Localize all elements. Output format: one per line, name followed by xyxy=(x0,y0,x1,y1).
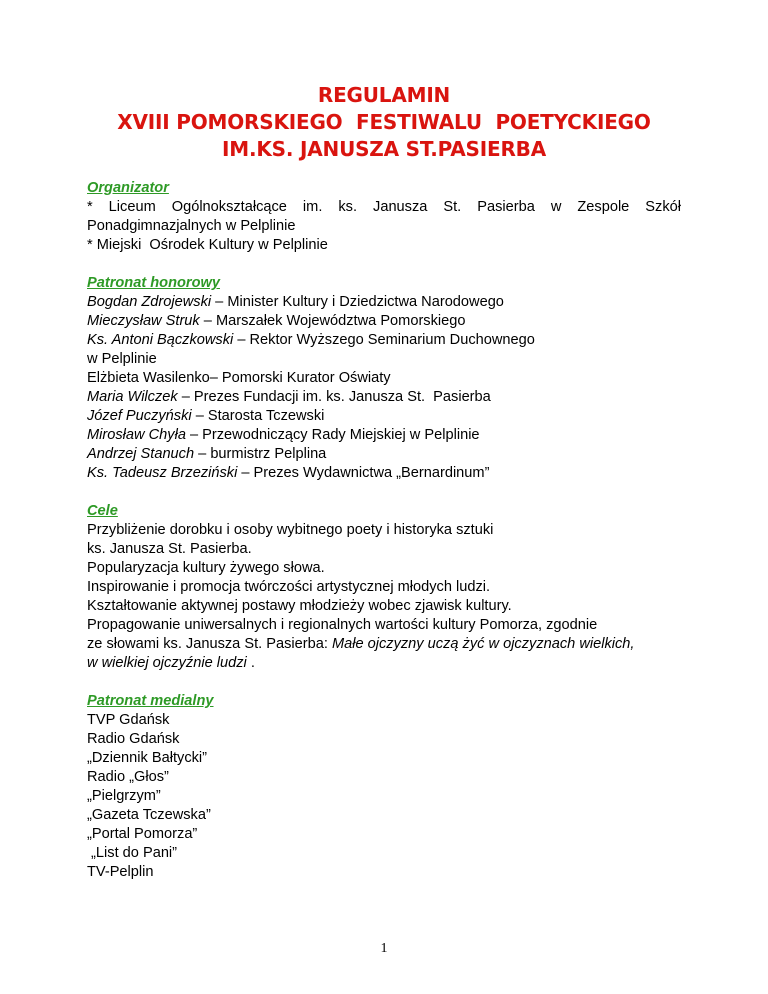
organizator-line-1: * Liceum Ogólnokształcące im. ks. Janusza St. Pasierba w Zespole Szkół xyxy=(87,199,681,215)
patron-role: – Rektor Wyższego Seminarium Duchownego xyxy=(233,332,535,348)
patron-name: Mieczysław Struk xyxy=(87,313,200,329)
patron-entry xyxy=(87,464,681,483)
media-patron-item: „Dziennik Bałtycki” xyxy=(87,750,208,766)
media-patron-item: „Pielgrzym” xyxy=(87,788,161,804)
cele-line: ks. Janusza St. Pasierba. xyxy=(87,541,252,557)
patron-role: – Starosta Tczewski xyxy=(191,408,325,424)
patron-role: Elżbieta Wasilenko– Pomorski Kurator Oświaty xyxy=(87,370,391,386)
section-heading-patronat-medialny: Patronat medialny xyxy=(87,693,214,709)
patron-role: – burmistrz Pelplina xyxy=(194,446,327,462)
section-heading-organizator: Organizator xyxy=(87,180,169,196)
patron-name: Ks. Antoni Bączkowski xyxy=(87,332,234,348)
cele-line: Kształtowanie aktywnej postawy młodzieży wobec zjawisk kultury. xyxy=(87,598,512,614)
patron-entry xyxy=(87,407,681,426)
patron-entry xyxy=(87,388,681,407)
section-patronat-medialny xyxy=(87,692,681,882)
patron-name: Bogdan Zdrojewski xyxy=(87,294,212,310)
patron-role: w Pelplinie xyxy=(87,351,157,367)
media-patron-item: TVP Gdańsk xyxy=(87,712,170,728)
media-patron-item: „Portal Pomorza” xyxy=(87,826,198,842)
media-patron-item: „Gazeta Tczewska” xyxy=(87,807,211,823)
patron-name: Maria Wilczek xyxy=(87,389,178,405)
section-cele xyxy=(87,502,681,673)
section-patronat-honorowy xyxy=(87,274,681,483)
cele-line: Przybliżenie dorobku i osoby wybitnego poety i historyka sztuki xyxy=(87,522,494,538)
patron-entry xyxy=(87,293,681,312)
patron-name: Andrzej Stanuch xyxy=(87,446,195,462)
title-line-3: IM.KS. JANUSZA ST.PASIERBA xyxy=(222,137,546,161)
cele-line: Popularyzacja kultury żywego słowa. xyxy=(87,560,325,576)
quote-italic: w wielkiej ojczyźnie ludzi xyxy=(87,655,247,671)
patron-role: – Minister Kultury i Dziedzictwa Narodowego xyxy=(211,294,504,310)
quote-prefix: ze słowami ks. Janusza St. Pasierba: xyxy=(87,636,332,652)
cele-quote-line-1 xyxy=(87,635,681,654)
patron-entry xyxy=(87,331,681,350)
patron-role: – Przewodniczący Rady Miejskiej w Pelplinie xyxy=(185,427,480,443)
document-body xyxy=(87,179,681,882)
media-patron-item: Radio „Głos” xyxy=(87,769,169,785)
patron-entry xyxy=(87,445,681,464)
quote-suffix: . xyxy=(246,655,255,671)
cele-line: Propagowanie uniwersalnych i regionalnych wartości kultury Pomorza, zgodnie xyxy=(87,617,598,633)
quote-italic: Małe ojczyzny uczą żyć w ojczyznach wielkich, xyxy=(331,636,635,652)
page-number: 1 xyxy=(380,941,388,956)
section-heading-cele: Cele xyxy=(87,503,118,519)
patron-entry xyxy=(87,426,681,445)
patron-role: – Prezes Wydawnictwa „Bernardinum” xyxy=(237,465,490,481)
patron-role: – Prezes Fundacji im. ks. Janusza St. Pasierba xyxy=(177,389,491,405)
patron-entry xyxy=(87,312,681,331)
patron-entry xyxy=(87,369,681,388)
patron-role: – Marszałek Województwa Pomorskiego xyxy=(199,313,466,329)
organizator-line-3: * Miejski Ośrodek Kultury w Pelplinie xyxy=(87,237,328,253)
organizator-line-2: Ponadgimnazjalnych w Pelplinie xyxy=(87,218,296,234)
media-patron-item: „List do Pani” xyxy=(87,845,178,861)
patron-entry xyxy=(87,350,681,369)
media-patron-item: TV-Pelplin xyxy=(87,864,154,880)
title-line-1: REGULAMIN xyxy=(317,83,451,107)
title-line-2: XVIII POMORSKIEGO FESTIWALU POETYCKIEGO xyxy=(117,110,651,134)
cele-quote-line-2 xyxy=(87,654,681,673)
section-heading-patronat-honorowy: Patronat honorowy xyxy=(87,275,220,291)
patron-name: Józef Puczyński xyxy=(87,408,192,424)
media-patron-item: Radio Gdańsk xyxy=(87,731,180,747)
patron-name: Ks. Tadeusz Brzeziński xyxy=(87,465,238,481)
section-organizator xyxy=(87,179,681,255)
cele-line: Inspirowanie i promocja twórczości artystycznej młodych ludzi. xyxy=(87,579,491,595)
document-title xyxy=(0,82,768,163)
patron-name: Mirosław Chyła xyxy=(87,427,186,443)
